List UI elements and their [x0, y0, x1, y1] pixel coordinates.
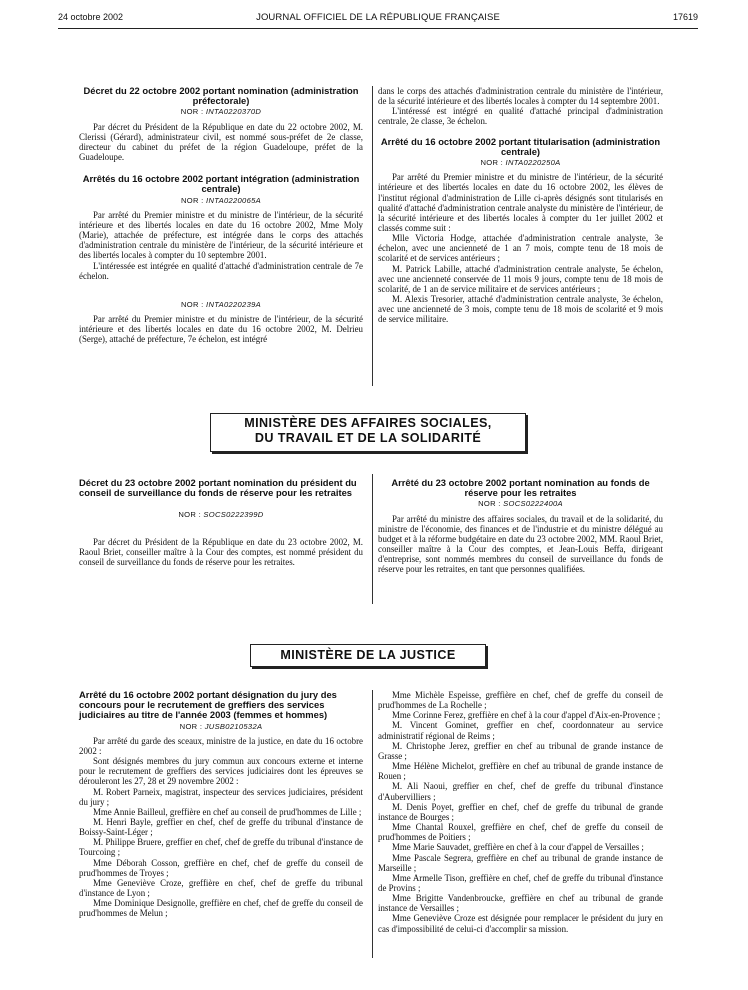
paragraph: Mme Michèle Espeisse, greffière en chef, chef de greffe du conseil de prud'hommes de La Rochelle ;: [378, 690, 663, 711]
issue-date: 24 octobre 2002: [58, 12, 124, 22]
paragraph: Mme Déborah Cosson, greffière en chef, chef de greffe du conseil de prud'hommes de Troyes ;: [79, 857, 363, 878]
nor-code: JUSB0210532A: [204, 721, 263, 731]
paragraph: M. Philippe Bruere, greffier en chef, chef de greffe du tribunal d'instance de Tourcoing ;: [79, 837, 363, 858]
paragraph: M. Christophe Jerez, greffier en chef au tribunal de grande instance de Grasse ;: [378, 740, 663, 761]
paragraph: M. Robert Parneix, magistrat, inspecteur des services judiciaires, président du jury ;: [79, 786, 363, 807]
order-block: [79, 690, 363, 919]
paragraph: M. Denis Poyet, greffier en chef, chef de greffe du tribunal de grande instance de Bourges ;: [378, 801, 663, 822]
top-right-column: [378, 86, 663, 325]
nor-label: NOR :: [178, 510, 201, 520]
ministry-heading-line: MINISTÈRE DES AFFAIRES SOCIALES,: [244, 416, 492, 430]
paragraph: dans le corps des attachés d'administration centrale du ministère de l'intérieur, de la sécurité intérieure et des libertés locales à compter du 14 septembre 2001.: [378, 86, 663, 107]
article-title: Décret du 23 octobre 2002 portant nomination du président du conseil de surveillance du fonds de réserve pour les retraites: [79, 477, 357, 499]
nor-label: NOR :: [480, 158, 504, 168]
order-continuation: [378, 86, 663, 127]
nor-label: NOR :: [478, 499, 501, 509]
ministry-heading-line: DU TRAVAIL ET DE LA SOLIDARITÉ: [254, 431, 482, 445]
paragraph: Par arrêté du ministre des affaires sociales, du travail et de la solidarité, du ministre de l'économie, des finances et de l'industrie et du ministre délégué au budget et à la réforme budgétaire en date du 23 octobre 2002, MM. Raoul Briet, conseiller maître à la Cour des comptes, et Jean-Louis Beffa, dirigeant d'entreprise, sont nommés membres du conseil de surveillance du fonds de réserve pour les retraites, en tant que personnes qualifiées.: [378, 513, 663, 575]
paragraph: M. Vincent Gominet, greffier en chef, coordonnateur au service administratif régional de Reims ;: [378, 720, 663, 741]
nor-label: NOR :: [180, 107, 204, 117]
order-block: [79, 174, 363, 281]
nor-reference: [378, 499, 663, 509]
column-divider: [372, 474, 373, 604]
paragraph: Mme Marie Sauvadet, greffière en chef à la cour d'appel de Versailles ;: [392, 842, 644, 853]
paragraph: Par arrêté du garde des sceaux, ministre de la justice, en date du 16 octobre 2002 :: [79, 735, 363, 756]
ministry-heading-justice: [250, 644, 486, 667]
paragraph: Mme Geneviève Croze, greffière en chef, chef de greffe du tribunal d'instance de Lyon ;: [79, 877, 363, 899]
nor-reference: [79, 510, 363, 520]
ministry-heading-social: [210, 413, 526, 452]
nor-reference: [79, 107, 363, 117]
ministry-heading-line: MINISTÈRE DE LA JUSTICE: [280, 648, 456, 662]
paragraph: M. Alexis Tresorier, attaché d'administration centrale analyste, 3e échelon, avec une ancienneté de 3 mois, compte tenu de 18 mois de scolarité et 9 mois de service militaire.: [378, 294, 663, 325]
nor-label: NOR :: [179, 721, 203, 731]
decree-block: [79, 478, 363, 567]
order-block: [378, 478, 663, 575]
paragraph: Mlle Victoria Hodge, attachée d'administration centrale analyste, 3e échelon, avec une ancienneté de 1 an 7 mois, compte tenu de 18 mois de scolarité et de services antérieurs ;: [378, 233, 663, 264]
order-block: [378, 137, 663, 325]
paragraph: Mme Hélène Michelot, greffière en chef au tribunal de grande instance de Rouen ;: [378, 761, 663, 782]
paragraph: Par arrêté du Premier ministre et du ministre de l'intérieur, de la sécurité intérieure et des libertés locales en date du 16 octobre 2002, Mme Moly (Marie), attachée de préfecture, est intégrée dans le corps des attachés d'administration centrale du ministère de l'intérieur, de la sécurité intérieure et des libertés locales à compter du 10 septembre 2001.: [79, 209, 363, 261]
bottom-left-column: [79, 690, 363, 919]
paragraph: M. Henri Bayle, greffier en chef, chef de greffe du tribunal d'instance de Boissy-Saint-Léger ;: [79, 817, 363, 838]
paragraph: Mme Annie Bailleul, greffière en chef au conseil de prud'hommes de Lille ;: [93, 806, 362, 817]
nor-reference: [79, 722, 363, 732]
paragraph: Par décret du Président de la République en date du 22 octobre 2002, M. Clerissi (Gérard), administrateur civil, est nommé sous-préfet de 2e classe, directeur du cabinet du préfet de la région Guadeloupe, préfet de la Guadeloupe.: [79, 121, 363, 163]
paragraph: L'intéressé est intégré en qualité d'attaché principal d'administration centrale, 2e classe, 3e échelon.: [378, 106, 663, 127]
nor-label: NOR :: [181, 299, 204, 309]
top-left-column: [79, 86, 363, 344]
paragraph: M. Ali Naoui, greffier en chef, chef de greffe du tribunal d'instance d'Aubervilliers ;: [378, 781, 663, 802]
nor-reference: [79, 196, 363, 206]
decree-block: [79, 86, 363, 162]
nor-label: NOR :: [181, 195, 204, 205]
nor-code: SOCS0222399D: [203, 510, 264, 520]
paragraph: Mme Pascale Segrera, greffière en chef au tribunal de grande instance de Marseille ;: [378, 852, 663, 873]
paragraph: Mme Brigitte Vandenbroucke, greffière en chef au tribunal de grande instance de Versailles ;: [378, 893, 663, 914]
nor-code: INTA0220250A: [505, 158, 561, 168]
paragraph: Mme Geneviève Croze est désignée pour remplacer le président du jury en cas d'impossibilité de celui-ci d'accomplir sa mission.: [378, 913, 663, 934]
article-title: Arrêté du 23 octobre 2002 portant nomination au fonds de réserve pour les retraites: [391, 477, 650, 499]
column-divider: [372, 690, 373, 958]
column-divider: [372, 86, 373, 386]
nor-reference: [79, 300, 363, 310]
order-block: [79, 300, 363, 345]
paragraph: Mme Corinne Ferez, greffière en chef à la cour d'appel d'Aix-en-Provence ;: [392, 710, 661, 721]
jury-list-continuation: [378, 690, 663, 934]
paragraph: Par décret du Président de la République en date du 23 octobre 2002, M. Raoul Briet, conseiller maître à la Cour des comptes, est nommé président du conseil de surveillance du fonds de réserve pour les retraites.: [79, 536, 363, 567]
page-number: 17619: [672, 12, 698, 22]
middle-left-column: [79, 478, 363, 567]
paragraph: Mme Armelle Tison, greffière en chef, chef de greffe du tribunal d'instance de Provins ;: [378, 872, 663, 893]
journal-title: JOURNAL OFFICIEL DE LA RÉPUBLIQUE FRANÇAISE: [256, 12, 500, 23]
paragraph: M. Patrick Labille, attaché d'administration centrale analyste, 5e échelon, avec une ancienneté conservée de 11 mois 9 jours, compte tenu de 18 mois de scolarité, de 1 an de service militaire et de services antérieurs ;: [378, 263, 663, 294]
nor-code: INTA0220239A: [206, 299, 261, 309]
header-rule: [58, 28, 698, 29]
paragraph: Sont désignés membres du jury commun aux concours externe et interne pour le recrutement de greffiers des services judiciaires dont les épreuves se dérouleront les 27, 28 et 29 novembre 2002 :: [79, 756, 363, 787]
nor-code: SOCS0222400A: [503, 499, 563, 509]
paragraph: Par arrêté du Premier ministre et du ministre de l'intérieur, de la sécurité intérieure et des libertés locales en date du 16 octobre 2002, M. Delrieu (Serge), attaché de préfecture, 7e échelon, est intégré: [79, 314, 363, 345]
middle-right-column: [378, 478, 663, 575]
article-title: Décret du 22 octobre 2002 portant nomination (administration préfectorale): [83, 85, 359, 107]
nor-code: INTA0220370D: [205, 107, 262, 117]
article-title: Arrêtés du 16 octobre 2002 portant intégration (administration centrale): [82, 173, 360, 195]
paragraph: Mme Dominique Designolle, greffière en chef, chef de greffe du conseil de prud'hommes de Melun ;: [79, 898, 363, 919]
paragraph: L'intéressée est intégrée en qualité d'attaché d'administration centrale de 7e échelon.: [79, 260, 363, 281]
nor-code: INTA0220065A: [206, 195, 261, 205]
nor-reference: [378, 158, 663, 168]
article-title: Arrêté du 16 octobre 2002 portant titularisation (administration centrale): [380, 135, 661, 157]
paragraph: Par arrêté du Premier ministre et du ministre de l'intérieur, de la sécurité intérieure et des libertés locales en date du 16 octobre 2002, les élèves de l'institut régional d'administration de Lille ci-après désignés sont titularisés en qualité d'attaché d'administration centrale analyste du ministère de l'intérieur, de la sécurité intérieure et des libertés locales à compter du 1er juillet 2002 et classés comme suit :: [378, 172, 663, 233]
article-title: Arrêté du 16 octobre 2002 portant désignation du jury des concours pour le recrutement de greffiers des services judiciaires au titre de l'année 2003 (femmes et hommes): [79, 689, 337, 721]
paragraph: Mme Chantal Rouxel, greffière en chef, chef de greffe du conseil de prud'hommes de Poitiers ;: [378, 822, 663, 843]
bottom-right-column: [378, 690, 663, 934]
page-header: [58, 10, 698, 26]
